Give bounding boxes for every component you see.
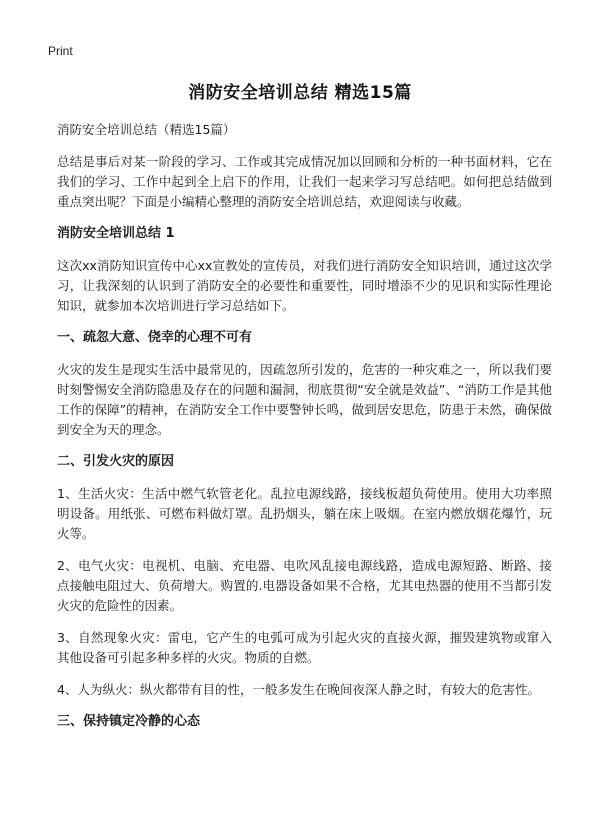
article-heading: 消防安全培训总结 1 [57,226,175,241]
print-label: Print [48,44,73,58]
cause-3-paragraph: 3、自然现象火灾：雷电，它产生的电弧可成为引起火灾的直接火源，摧毁建筑物或窜入其他设备可引起多种多样的火灾。物质的自燃。 [57,630,552,665]
document-subtitle: 消防安全培训总结（精选15篇） [57,122,236,137]
page-title: 消防安全培训总结 精选15篇 [188,83,412,103]
cause-2-paragraph: 2、电气火灾：电视机、电脑、充电器、电吹风乱接电源线路，造成电源短路、断路、接点接触电阻过大、负荷增大。购置的.电器设备如果不合格，尤其电热器的使用不当都引发火灾的危险性的因素。 [57,558,552,613]
section-1-paragraph: 火灾的发生是现实生活中最常见的，因疏忽所引发的，危害的一种灾难之一，所以我们要时刻警惕安全消防隐患及存在的问题和漏洞，彻底贯彻“安全就是效益”、“消防工作是其他工作的保障”的精神，在消防安全工作中要警钟长鸣，做到居安思危，防患于未然，确保做到安全为天的理念。 [57,362,552,437]
cause-1-paragraph: 1、生活火灾：生活中燃气软管老化。乱拉电源线路，接线板超负荷使用。使用大功率照明设备。用纸张、可燃布料做灯罩。乱扔烟头，躺在床上吸烟。在室内燃放烟花爆竹，玩火等。 [57,486,552,541]
intro-paragraph: 总结是事后对某一阶段的学习、工作或其完成情况加以回顾和分析的一种书面材料，它在我们的学习、工作中起到全上启下的作用，让我们一起来学习写总结吧。如何把总结做到重点突出呢？下面是小编精心整理的消防安全培训总结，欢迎阅读与收藏。 [57,154,552,209]
article-intro-paragraph: 这次xx消防知识宣传中心xx宣教处的宣传员，对我们进行消防安全知识培训，通过这次学习，让我深刻的认识到了消防安全的必要性和重要性，同时增添不少的见识和实际性理论知识，就参加本次培训进行学习总结如下。 [57,258,552,313]
section-3-heading: 三、保持镇定冷静的心态 [57,714,201,729]
document-body [57,120,552,744]
section-1-heading: 一、疏忽大意、侥幸的心理不可有 [57,330,253,345]
cause-4-paragraph: 4、人为纵火：纵火都带有目的性，一般多发生在晚间夜深人静之时，有较大的危害性。 [57,682,540,697]
section-2-heading: 二、引发火灾的原因 [57,454,175,469]
